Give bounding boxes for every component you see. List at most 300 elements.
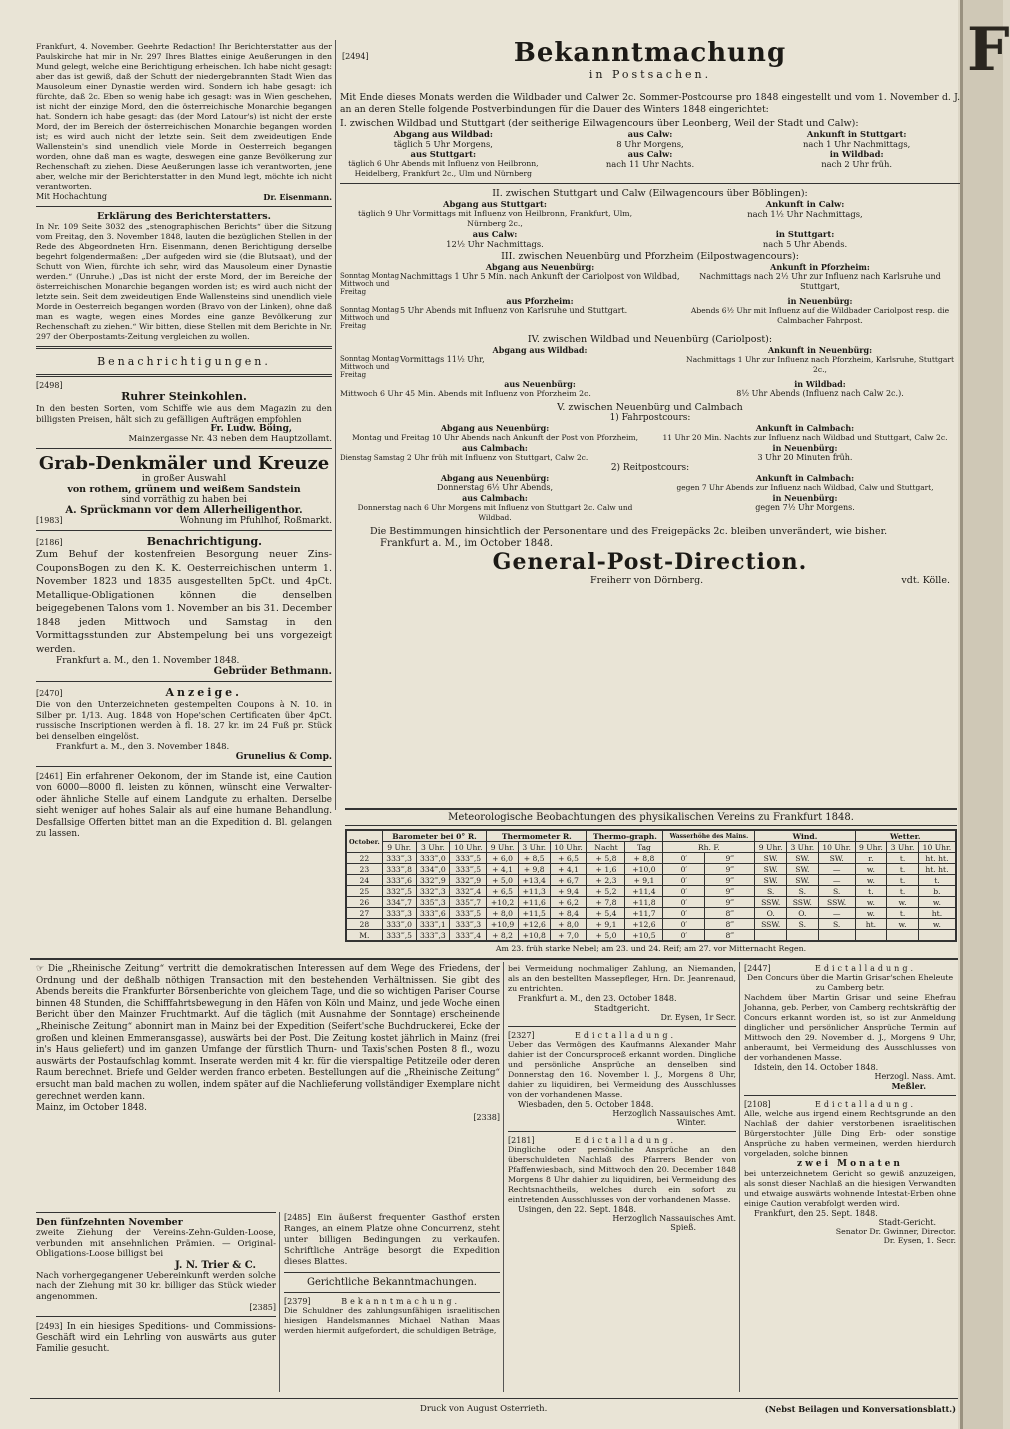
weather-cell: 24 (346, 875, 382, 886)
anzeige-sign: Grunelius & Comp. (235, 751, 332, 762)
weather-cell: 333‴,5 (382, 930, 416, 942)
route-4-heading: IV. zwischen Wildbad und Neuenbürg (Cariolpost): (527, 334, 773, 345)
s-t3: 3 Uhr. (518, 842, 550, 853)
r5-a1: Abgang aus Neuenbürg: (440, 423, 550, 433)
e2447-sub: Den Concurs über die Martin Grisar'schen Eheleute zu Camberg betr. (746, 973, 954, 992)
frankfurt-letter: Frankfurt, 4. November. Geehrte Redaction! Ihr Berichterstatter aus der Paulskirche hat mir in Nr. 297 Ihres Blattes einige Aeußerungen in den Mund gelegt, welche eine Berichtigung erheischen. Ich habe nicht gesagt: aber das ist gewiß, daß der Schutt der niedergebrannten Stadt Wien das Mausoleum einer Dynastie werden wird. Sondern ich habe gesagt: ich fürchte, daß 2c. Eben so wenig habe ich gesagt: was in Wien geschehen, ist nicht der einzige Mord, den die österreichische Monarchie begangen hat. Sondern ich habe gesagt: das (der Mord Latour's) ist nicht der erste Mord, der im Bereich der österreichischen Monarchie begangen worden ist; es wird auch nicht der letzte sein. Seit dem zweideutigen Ende Wallenstein's sind unendlich viele Morde in Oesterreich begangen worden, ohne daß man es wagte, deswegen eine ganze Bevölkerung zur Rechenschaft zu ziehen. Diese Aeußerungen lasse ich verantworten, jene aber, welche mir der Berichterstatter in den Mund legt, möchte ich nicht verantworten. (36, 42, 332, 191)
weather-cell: + 6,0 (487, 853, 519, 864)
weather-cell (818, 930, 855, 942)
weather-cell: t. (887, 875, 919, 886)
s-x3: 3 Uhr. (887, 842, 919, 853)
weather-row (346, 930, 956, 942)
weather-cell: w. (887, 919, 919, 930)
r5-c4: 3 Uhr 20 Minuten früh. (757, 453, 853, 462)
weather-cell: S. (787, 886, 819, 897)
col3-date: Frankfurt a. M., den 23. October 1848. (518, 994, 677, 1003)
weather-cell: + 5,4 (587, 908, 625, 919)
r1-b3: aus Calw: (627, 149, 673, 159)
weather-cell: r. (855, 853, 887, 864)
r2-a1: Abgang aus Stuttgart: (442, 199, 548, 209)
weather-cell: SW. (755, 853, 787, 864)
anzeige-text: Die von den Unterzeichneten gestempelten Coupons à N. 10. in Silber pr. 1/13. Aug. 1848 von Hope'schen Certificaten über 4pCt. russische Inscriptionen werden à fl. 18. 27 kr. im 24 Fuß pr. Stück bei denselben eingelöst. (36, 699, 332, 741)
weather-cell: t. (887, 864, 919, 875)
weather-cell: 26 (346, 897, 382, 908)
e2108-text: Alle, welche aus irgend einem Rechtsgrunde an den Nachlaß der dahier verstorbenen israelitischen Bürgerstochter Jülle Ding Erb- oder sonstige Ansprüche zu haben vermeinen, werden hierdurch vorgeladen, solche binnen (744, 1109, 956, 1158)
r5-c6: gegen 7 Uhr Abends zur Influenz nach Wildbad, Calw und Stuttgart, (676, 483, 934, 492)
col3-court: Stadtgericht. (594, 1003, 650, 1013)
e2447-office: Herzogl. Nass. Amt. (874, 1072, 956, 1081)
oekonom-ref: [2461] (36, 771, 63, 781)
weather-cell: 334‴,0 (416, 864, 450, 875)
weather-cell: SSW. (818, 897, 855, 908)
e2108-mid: zwei Monaten (797, 1159, 903, 1169)
route-5-sub2: 2) Reitpostcours: (610, 463, 690, 473)
r4-a3: aus Neuenbürg: (504, 379, 576, 389)
e2181-title: Edictalladung. (575, 1136, 676, 1145)
benachrichtigungen-heading: Benachrichtigungen. (97, 355, 271, 368)
weather-cell: — (818, 875, 855, 886)
col3-sign: Dr. Eysen, 1r Secr. (660, 1013, 736, 1022)
r4-c2: Nachmittags 1 Uhr zur Influenz nach Pforzheim, Karlsruhe, Stuttgart 2c., (685, 355, 955, 374)
weather-cell: 333‴,3 (382, 908, 416, 919)
ruhrer-ref: [2498] (36, 381, 63, 390)
weather-cell: 334‴,7 (382, 897, 416, 908)
h-oct: October. (346, 830, 382, 853)
e2108-text-2: bei unterzeichnetem Gericht so gewiß anzuzeigen, als sonst dieser Nachlaß an die hiesigen Verwandten und etwaige auswärts wohnende Intestat-Erben ohne einige Caution verabfolgt werden wird. (744, 1169, 956, 1208)
weather-cell: + 6,2 (550, 897, 587, 908)
weather-cell: 0′ (663, 875, 705, 886)
r5-c8: gegen 7½ Uhr Morgens. (755, 503, 855, 512)
h-thermograph: Thermo-graph. (587, 830, 663, 842)
r2-c1: Ankunft in Calw: (765, 199, 845, 209)
r1-a4: täglich 6 Uhr Abends mit Influenz von Heilbronn, Heidelberg, Frankfurt 2c., Ulm und Nürnberg (348, 159, 539, 178)
weather-cell: SSW. (755, 919, 787, 930)
e2327-text: Ueber das Vermögen des Kaufmanns Alexander Mahr dahier ist der Concursproceß erkannt worden. Dingliche und persönliche Ansprüche an denselben sind Donnerstag den 16. November l. J., Morgens 8 Uhr, dahier zu liquidiren, bei Vermeidung des Ausschlusses von der vorhandenen Masse. (508, 1040, 736, 1099)
weather-cell: 0′ (663, 908, 705, 919)
post-intro: Mit Ende dieses Monats werden die Wildbader und Calwer 2c. Sommer-Postcourse pro 1848 eingestellt und vom 1. November d. J. an an deren Stelle folgende Postverbindungen für die Dauer des Winters 1848 eingerichtet: (340, 92, 960, 115)
bethmann-sign: Gebrüder Bethmann. (213, 666, 332, 678)
r3-a1: Abgang aus Neuenbürg: (485, 262, 595, 272)
weather-cell: 0′ (663, 853, 705, 864)
weather-cell: 0′ (663, 886, 705, 897)
weather-cell: 332‴,3 (416, 886, 450, 897)
post-baron: Freiherr von Dörnberg. (590, 574, 704, 586)
weather-cell: 333‴,3 (416, 930, 450, 942)
r2-a3: aus Calw: (472, 229, 518, 239)
weather-cell: 333‴,3 (450, 919, 487, 930)
weather-cell: 23 (346, 864, 382, 875)
route-5-sub1: 1) Fahrpostcours: (609, 413, 691, 423)
weather-cell: w. (918, 897, 956, 908)
post-date: Frankfurt a. M., im October 1848. (380, 537, 553, 549)
bottom-col-4 (744, 964, 956, 1394)
weather-cell: 333‴,0 (382, 919, 416, 930)
r5-c3: in Neuenbürg: (772, 443, 838, 453)
weather-cell: + 8,0 (550, 919, 587, 930)
post-title: Bekanntmachung (513, 38, 787, 68)
bottom-col-1 (36, 964, 500, 1208)
weather-row (346, 875, 956, 886)
weather-cell: S. (818, 886, 855, 897)
weather-note: Am 23. früh starke Nebel; am 23. und 24. Reif; am 27. vor Mitternacht Regen. (495, 944, 807, 953)
weather-cell: SW. (755, 864, 787, 875)
weather-cell: t. (887, 886, 919, 897)
r1-c3: in Wildbad: (829, 149, 884, 159)
e2327-sign: Winter. (676, 1118, 706, 1127)
weather-cell: 333‴,8 (382, 864, 416, 875)
weather-cell: +11,6 (518, 897, 550, 908)
weather-cell: 25 (346, 886, 382, 897)
weather-cell: 333‴,6 (416, 908, 450, 919)
weather-cell: + 9,8 (518, 864, 550, 875)
r3-a4: 5 Uhr Abends mit Influenz von Karlsruhe und Stuttgart. (400, 306, 628, 315)
e2181-sign: Spieß. (670, 1223, 696, 1232)
r4-c1: Ankunft in Neuenbürg: (767, 345, 873, 355)
grab-line-5: Wohnung im Pfuhlhof, Roßmarkt. (179, 516, 332, 527)
printer-line: Druck von August Osterrieth. (420, 1404, 548, 1414)
weather-cell: SW. (787, 864, 819, 875)
h-wetter: Wetter. (855, 830, 956, 842)
r2-a2: täglich 9 Uhr Vormittags mit Influenz von Heilbronn, Frankfurt, Ulm, Nürnberg 2c., (357, 209, 633, 228)
left-column (36, 42, 332, 840)
ruhrer-address: Mainzergasse Nr. 43 neben dem Hauptzollamt. (128, 434, 332, 445)
bethmann-ref: [2186] (36, 538, 63, 548)
grab-line-3: sind vorräthig zu haben bei (121, 495, 247, 506)
s-w3: 3 Uhr. (787, 842, 819, 853)
weather-cell: ht. ht. (918, 864, 956, 875)
e2327-ref: [2327] (508, 1031, 535, 1040)
r4-a4: Mittwoch 6 Uhr 45 Min. Abends mit Influenz von Pforzheim 2c. (340, 389, 591, 398)
weather-cell: 332‴,9 (450, 875, 487, 886)
route-3-heading: III. zwischen Neuenbürg und Pforzheim (Eilpostwagencours): (501, 251, 799, 262)
r4-a1: Abgang aus Wildbad: (492, 345, 588, 355)
weather-cell: 335‴,7 (450, 897, 487, 908)
r3-c3: in Neuenbürg: (787, 296, 853, 306)
hand-pointer-icon: ☞ (36, 964, 44, 974)
weather-cell: +12,6 (518, 919, 550, 930)
weather-cell: 0′ (663, 930, 705, 942)
r2-c3: in Stuttgart: (775, 229, 835, 239)
loose-ref: [2385] (249, 1302, 276, 1312)
weather-cell (855, 930, 887, 942)
e2108-sign-2: Dr. Eysen, 1. Secr. (883, 1236, 956, 1245)
r1-c2: nach 1 Uhr Nachmittags, (803, 139, 911, 149)
anzeige-ref: [2470] (36, 689, 63, 699)
weather-cell: 333‴,5 (450, 908, 487, 919)
weather-cell: O. (787, 908, 819, 919)
bottom-col-1b (36, 1212, 276, 1387)
weather-cell: 332‴,9 (416, 875, 450, 886)
r3-days: Sonntag Montag Mittwoch und Freitag (340, 272, 400, 296)
grab-line-4: A. Sprückmann vor dem Allerheiligenthor. (65, 505, 303, 517)
weather-cell: 9‴ (705, 864, 755, 875)
s-rhf: Rh. F. (663, 842, 755, 853)
e2181-date: Usingen, den 22. Sept. 1848. (518, 1205, 637, 1214)
post-closing: Die Bestimmungen hinsichtlich der Personentare und des Freigepäcks 2c. bleiben unverändert, wie bisher. (370, 526, 888, 537)
weather-cell: 0′ (663, 864, 705, 875)
weather-cell: t. (918, 875, 956, 886)
weather-cell: +11,5 (518, 908, 550, 919)
weather-row (346, 908, 956, 919)
weather-cell: SW. (787, 875, 819, 886)
b2379-title: Bekanntmachung. (341, 1297, 460, 1306)
weather-cell: 333‴,6 (382, 875, 416, 886)
r5-c7: in Neuenbürg: (772, 493, 838, 503)
r5-days: Dienstag Samstag (340, 454, 405, 462)
weather-cell: 9‴ (705, 897, 755, 908)
weather-cell: ht. (918, 908, 956, 919)
e2108-court: Stadt-Gericht. (878, 1218, 936, 1227)
s-w9: 9 Uhr. (755, 842, 787, 853)
weather-table (345, 829, 957, 942)
r3-c2: Nachmittags nach 2½ Uhr zur Influenz nach Karlsruhe und Stuttgart, (699, 272, 941, 291)
erklaerung-title: Erklärung des Berichterstatters. (97, 211, 271, 222)
r5-c5: Ankunft in Calmbach: (755, 473, 855, 483)
weather-cell: 28 (346, 919, 382, 930)
gericht-heading: Gerichtliche Bekanntmachungen. (307, 1277, 477, 1288)
weather-cell: — (818, 908, 855, 919)
weather-cell: w. (855, 875, 887, 886)
weather-cell: 335‴,3 (416, 897, 450, 908)
weather-cell: + 6,5 (487, 886, 519, 897)
r1-a3: aus Stuttgart: (410, 149, 477, 159)
e2108-title: Edictalladung. (815, 1100, 916, 1109)
bottom-col-3 (508, 964, 736, 1394)
weather-cell: SW. (755, 875, 787, 886)
weather-cell: 8‴ (705, 930, 755, 942)
gasthof-text: Ein äußerst frequenter Gasthof ersten Ranges, an einem Platze ohne Concurrenz, steht unter billigen Bedingungen zu verkaufen. Schriftliche Anträge besorgt die Expedition dieses Blattes. (284, 1213, 500, 1267)
r2-c2: nach 1½ Uhr Nachmittags, (747, 209, 863, 219)
r5-a6: Donnerstag 6½ Uhr Abends, (436, 483, 554, 492)
post-notice (340, 38, 960, 798)
weather-cell: SSW. (787, 897, 819, 908)
e2327-date: Wiesbaden, den 5. October 1848. (518, 1100, 654, 1109)
col3-top: bei Vermeidung nochmaliger Zahlung, an Niemanden, als an den bestellten Massepfleger, Hrn. Dr. Jeanrenaud, zu entrichten. (508, 964, 736, 993)
r3-a2: Nachmittags 1 Uhr 5 Min. nach Ankunft der Cariolpost von Wildbad, (400, 272, 680, 281)
r4-c4: 8½ Uhr Abends (Influenz nach Calw 2c.). (736, 389, 904, 398)
e2447-ref: [2447] (744, 964, 771, 973)
b2379-ref: [2379] (284, 1297, 311, 1306)
e2447-text: Nachdem über Martin Grisar und seine Ehefrau Johanna, geb. Perber, von Camberg rechtskräftig der Concurs erkannt worden ist, so ist zur Anmeldung dinglicher und persönlicher Ansprüche Termin auf Mittwoch den 29. November d. J., Morgens 9 Uhr, anberaumt, bei Vermeidung des Ausschlusses von der vorhandenen Masse. (744, 993, 956, 1062)
weather-cell: + 7,8 (587, 897, 625, 908)
spedition-ref: [2493] (36, 1321, 63, 1331)
weather-cell: +10,8 (518, 930, 550, 942)
e2327-title: Edictalladung. (575, 1031, 676, 1040)
s-b10: 10 Uhr. (450, 842, 487, 853)
weather-cell: S. (787, 919, 819, 930)
weather-row (346, 897, 956, 908)
s-t9: 9 Uhr. (487, 842, 519, 853)
s-b9: 9 Uhr. (382, 842, 416, 853)
weather-cell: 333‴,3 (382, 853, 416, 864)
letter-close: Mit Hochachtung (36, 192, 107, 201)
r4-days: Sonntag Montag Mittwoch und Freitag (340, 355, 400, 379)
weather-cell: t. (887, 908, 919, 919)
r1-b1: aus Calw: (627, 129, 673, 139)
ruhrer-title: Ruhrer Steinkohlen. (121, 390, 247, 403)
weather-cell: +12,6 (625, 919, 663, 930)
s-w10: 10 Uhr. (818, 842, 855, 853)
weather-cell: + 4,1 (550, 864, 587, 875)
weather-cell: + 4,1 (487, 864, 519, 875)
post-subtitle: in Postsachen. (588, 68, 712, 81)
e2108-ref: [2108] (744, 1100, 771, 1109)
weather-row (346, 864, 956, 875)
weather-cell: + 9,4 (550, 886, 587, 897)
weather-cell: S. (818, 919, 855, 930)
ruhrer-text: In den besten Sorten, vom Schiffe wie aus dem Magazin zu den billigsten Preisen, hält sich zu gefälligen Aufträgen empfohlen (36, 403, 332, 424)
erklaerung-text: In Nr. 109 Seite 3032 des „stenographischen Berichts“ über die Sitzung vom Freitag, den 3. November 1848, lauten die bezüglichen Stellen in der Rede des Abgeordneten Hrn. Eisenmann, denen Berichtigung derselbe begehrt folgendermaßen: „Der aufgeden wird sie (die Blutsaat), und der Schutt von Wien, fürchte ich sehr, wird das Mausoleum einer Dynastie werden.“ (Unruhe.) „Das ist nicht der erste Mord, der im Bereiche der österreichischen Monarchie begangen worden ist; es wird auch nicht der letzte sein. Seit dem zweideutigen Ende Wallensteins sind unendlich viele Morde in Oesterreich begangen worden (Bravo von der Linken), ohne daß man es wagte, wegen eines Mordes eine ganze Bevölkerung zur Rechenschaft zu ziehen.“ Wir bitten, diese Stellen mit dem Berichte in Nr. 297 der Oberpostamts-Zeitung vergleichen zu wollen. (36, 222, 332, 341)
weather-cell: +10,5 (625, 930, 663, 942)
rheinische-ref: [2338] (473, 1113, 500, 1123)
e2108-sign-1: Senator Dr. Gwinner, Director. (835, 1227, 956, 1236)
weather-cell: w. (855, 897, 887, 908)
grab-title: Grab-Denkmäler und Kreuze (38, 453, 330, 475)
e2181-text: Dingliche oder persönliche Ansprüche an den überschuldeten Nachlaß des Pfarrers Bender von Pfaffenwiesbach, sind Mittwoch den 20. December 1848 Morgens 8 Uhr dahier zu liquidiren, bei Vermeidung des Rechtsnachtheils, welches durch ein sofort zu eintretenden Ausschlusses von der vorhandenen Masse. (508, 1145, 736, 1204)
letter-sign: Dr. Eisenmann. (263, 192, 332, 202)
weather-cell: — (818, 864, 855, 875)
r5-a2: Montag und Freitag 10 Uhr Abends nach Ankunft der Post von Pforzheim, (352, 433, 638, 442)
r4-a2: Vormittags 11½ Uhr, (400, 355, 485, 364)
post-direction: General-Post-Direction. (492, 548, 808, 575)
weather-cell: SSW. (755, 897, 787, 908)
h-baro: Barometer bei 0° R. (382, 830, 487, 842)
r5-c2: 11 Uhr 20 Min. Nachts zur Influenz nach Wildbad und Stuttgart, Calw 2c. (662, 433, 948, 442)
weather-cell: M. (346, 930, 382, 942)
weather-cell: 22 (346, 853, 382, 864)
r3-c4: Abends 6½ Uhr mit Influenz auf die Wildbader Cariolpost resp. die Calmbacher Fahrpost. (690, 306, 950, 325)
weather-cell: + 5,2 (587, 886, 625, 897)
e2327-office: Herzoglich Nassauisches Amt. (612, 1109, 736, 1118)
s-x9: 9 Uhr. (855, 842, 887, 853)
weather-cell: + 7,0 (550, 930, 587, 942)
bethmann-title: Benachrichtigung. (146, 535, 262, 549)
weather-cell: + 6,7 (550, 875, 587, 886)
weather-cell: +11,4 (625, 886, 663, 897)
e2181-ref: [2181] (508, 1136, 535, 1145)
route-2-heading: II. zwischen Stuttgart und Calw (Eilwagencours über Böblingen): (492, 188, 808, 199)
weather-cell: +10,2 (487, 897, 519, 908)
weather-cell: + 5,0 (587, 930, 625, 942)
oekonom-text: Ein erfahrener Oekonom, der im Stande ist, eine Caution von 6000—8000 fl. leisten zu können, wünscht eine Verwalter- oder ähnliche Stelle auf einem Landgute zu erhalten. Derselbe sieht weniger auf hohes Salair als auf eine humane Behandlung. Desfallsige Offerten bittet man an die Expedition d. Bl. gelangen zu lassen. (36, 771, 332, 840)
weather-cell: 333‴,5 (450, 853, 487, 864)
r2-a4: 12½ Uhr Nachmittags. (446, 239, 544, 249)
b2379-text: Die Schuldner des zahlungsunfähigen israelitischen hiesigen Handelsmannes Michael Nathan Maas werden hiermit aufgefordert, die schuldigen Beträge, (284, 1306, 500, 1335)
weather-cell: 9‴ (705, 875, 755, 886)
weather-cell: SW. (787, 853, 819, 864)
weather-cell: + 2,3 (587, 875, 625, 886)
weather-cell: O. (755, 908, 787, 919)
weather-cell: + 5,0 (487, 875, 519, 886)
weather-cell: 333‴,4 (450, 930, 487, 942)
route-1-heading: I. zwischen Wildbad und Stuttgart (der seitherige Eilwagencours über Leonberg, Weil der Stadt und Calw): (340, 118, 859, 129)
next-page-letter: F (967, 15, 1010, 85)
weather-cell: + 5,8 (587, 853, 625, 864)
rheinische-text: Die „Rheinische Zeitung“ vertritt die demokratischen Interessen auf dem Wege des Friedens, der Ordnung und der deßhalb nöthigen Transaction mit den bestehenden Verhältnissen. Sie gibt des Abends bereits die Frankfurter Börsenberichte von gleichem Tage, und die so wichtigen Pariser Course binnen 48 Stunden, die Schifffahrtsbewegung in den Häfen von Köln und Mainz, und jede Woche einen Bericht über den Mainzer Fruchtmarkt. Auf die täglich (mit Ausnahme der Sonntage) erscheinende „Rheinische Zeitung“ abonnirt man in Mainz bei der Expedition (Seifert'sche Buchdruckerei, Ecke der großen und kleinen Emmeransgasse), auswärts bei der Post. Die Zeitung kostet jährlich in Mainz (frei in's Haus geliefert) und im ganzen Umfange der fürstlich Thurn- und Taxis'schen Posten 8 fl., wozu auswärts der Postaufschlag kommt. Inserate werden mit 4 kr. für die vierspaltige Petitzeile oder deren Raum berechnet. Briefe und Gelder werden franco erbeten. Bestellungen auf die „Rheinische Zeitung“ ersucht man bald machen zu wollen, indem später auf die Nachlieferung vollständiger Exemplare nicht gerechnet werden kann. (36, 964, 500, 1102)
weather-cell (787, 930, 819, 942)
weather-cell: w. (855, 864, 887, 875)
weather-cell: +10,9 (487, 919, 519, 930)
weather-cell (755, 930, 787, 942)
e2447-date: Idstein, den 14. October 1848. (754, 1063, 879, 1072)
h-wind: Wind. (755, 830, 855, 842)
weather-cell: +11,3 (518, 886, 550, 897)
weather-cell: + 6,5 (550, 853, 587, 864)
weather-cell: + 1,6 (587, 864, 625, 875)
ruhrer-sign: Fr. Ludw. Böing, (210, 424, 292, 435)
beilagen-line: (Nebst Beilagen und Konversationsblatt.) (764, 1404, 956, 1414)
grab-line-1: in großer Auswahl (141, 474, 227, 485)
weather-cell: 0′ (663, 897, 705, 908)
weather-row (346, 919, 956, 930)
s-t10: 10 Uhr. (550, 842, 587, 853)
weather-cell: t. (887, 853, 919, 864)
weather-row (346, 853, 956, 864)
s-b3: 3 Uhr. (416, 842, 450, 853)
grab-ref: [1983] (36, 516, 63, 526)
weather-row (346, 886, 956, 897)
weather-cell: +11,7 (625, 908, 663, 919)
loose-title: Den fünfzehnten November (36, 1217, 183, 1228)
weather-cell: w. (855, 908, 887, 919)
weather-cell: 8‴ (705, 908, 755, 919)
weather-cell: 8‴ (705, 919, 755, 930)
weather-title: Meteorologische Beobachtungen des physikalischen Vereins zu Frankfurt 1848. (345, 808, 957, 826)
weather-cell: +10,0 (625, 864, 663, 875)
anzeige-date: Frankfurt a. M., den 3. November 1848. (56, 741, 230, 752)
weather-cell: S. (755, 886, 787, 897)
weather-cell: b. (918, 886, 956, 897)
weather-cell: + 8,4 (550, 908, 587, 919)
weather-cell: 0′ (663, 919, 705, 930)
weather-cell: w. (887, 897, 919, 908)
anzeige-title: Anzeige. (165, 686, 242, 700)
weather-cell: 332‴,5 (382, 886, 416, 897)
bethmann-text: Zum Behuf der kostenfreien Besorgung neuer Zins-CouponsBogen zu den K. K. Oesterreichischen unterm 1. November 1823 und 1835 ausgestellten 5pCt. und 4pCt. Metallique-Obligationen können die denselben beigegebenen Talons vom 1. November an bis 31. December 1848 jeden Mittwoch und Samstag in den Vormittagsstunden zur Abstempelung bei uns vorgezeigt werden. (36, 549, 332, 655)
weather-cell: SW. (818, 853, 855, 864)
weather-cell: w. (918, 919, 956, 930)
weather-cell: + 8,5 (518, 853, 550, 864)
rheinische-date: Mainz, im October 1848. (36, 1103, 147, 1114)
weather-cell: 9‴ (705, 853, 755, 864)
route-5-heading: V. zwischen Neuenbürg und Calmbach (557, 402, 743, 413)
r5-a4: 2 Uhr früh mit Influenz von Stuttgart, Calw 2c. (406, 453, 589, 462)
r5-a8: Donnerstag nach 6 Uhr Morgens mit Influenz von Stuttgart 2c. Calw und Wildbad. (357, 503, 633, 522)
e2181-office: Herzoglich Nassauisches Amt. (612, 1214, 736, 1223)
h-thermo: Thermometer R. (487, 830, 587, 842)
next-page-edge (960, 0, 1010, 1429)
weather-cell (887, 930, 919, 942)
weather-cell: t. (855, 886, 887, 897)
grab-line-2: von rothem, grünem und weißem Sandstein (67, 484, 301, 496)
weather-cell: 333‴,5 (450, 864, 487, 875)
r3-days-2: Sonntag Montag Mittwoch und Freitag (340, 306, 400, 330)
loose-sign: J. N. Trier & C. (174, 1259, 256, 1271)
s-x10: 10 Uhr. (918, 842, 956, 853)
weather-cell: 333‴,1 (416, 919, 450, 930)
r1-a2: täglich 5 Uhr Morgens, (393, 139, 493, 149)
r1-b2: 8 Uhr Morgens, (616, 139, 684, 149)
weather-cell: 332‴,4 (450, 886, 487, 897)
weather-cell: +11,8 (625, 897, 663, 908)
weather-cell: 9‴ (705, 886, 755, 897)
r3-c1: Ankunft in Pforzheim: (770, 262, 870, 272)
gasthof-ref: [2485] (284, 1213, 311, 1222)
weather-cell: ht. (855, 919, 887, 930)
weather-cell (918, 930, 956, 942)
weather-section (345, 808, 957, 956)
bottom-col-2 (284, 1212, 500, 1392)
